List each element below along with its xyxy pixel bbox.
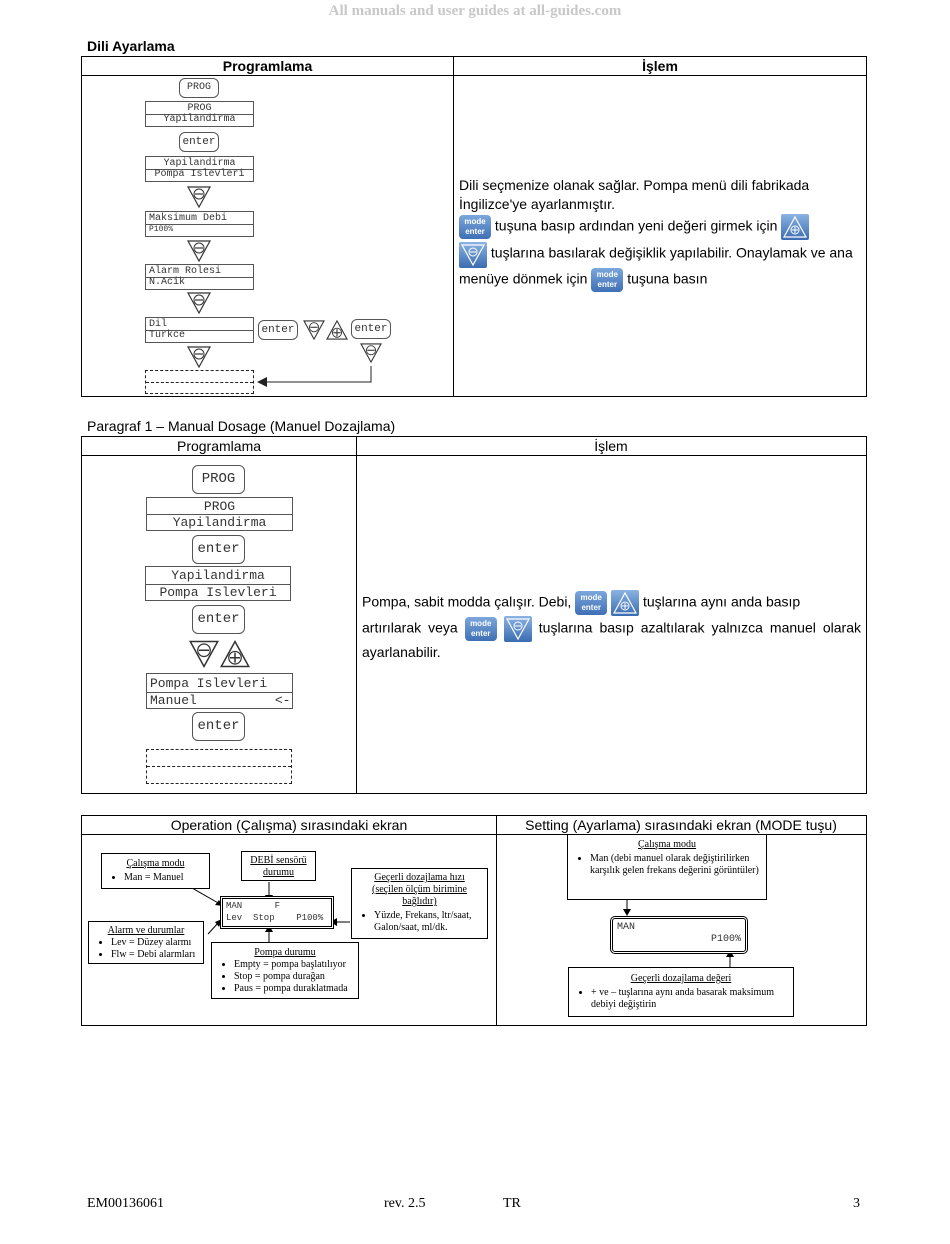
section2-text-a: Pompa, sabit modda çalışır. Debi, <box>362 593 572 610</box>
footer-language: TR <box>503 1196 521 1211</box>
section1-title: Dili Ayarlama <box>87 38 175 54</box>
section2-text-d: tuşlarına basıp azaltılarak yalnızca manuel olarak ayarlanabilir. <box>362 619 861 660</box>
alarm-durumlar-box <box>88 921 204 964</box>
operation-lcd: MAN F Lev Stop P100% <box>220 896 334 929</box>
calisma-modu-title: Çalışma modu <box>126 858 185 869</box>
pompa-item: • Empty = pompa başlatılıyor <box>234 959 358 971</box>
enter-key: enter <box>351 319 391 339</box>
minus-key-icon <box>303 320 325 340</box>
enter-key: enter <box>192 535 245 564</box>
prog-key: PROG <box>192 465 245 494</box>
alarm-item: • Lev = Düzey alarmı <box>111 937 203 949</box>
lcd-prog-yapilandirma: PROG Yapilandirma <box>146 497 293 531</box>
section2-description <box>362 590 861 663</box>
setting-lcd: MAN P100% <box>610 916 748 954</box>
section1-col-programlama: Programlama <box>222 58 313 74</box>
footer-revision: rev. 2.5 <box>384 1196 426 1211</box>
footer-page-number: 3 <box>853 1196 860 1211</box>
gecerli-dozajlama-hizi-item: • Yüzde, Frekans, ltr/saat, Galon/saat, ml/dk. <box>374 910 487 934</box>
section1-col-islem: İşlem <box>642 58 678 74</box>
lcd-dil: Dil Turkce <box>145 317 254 343</box>
section1-text-a: Dili seçmenize olanak sağlar. Pompa menü dili fabrikada İngilizce'ye ayarlanmıştır. <box>459 177 810 212</box>
plus-key-icon <box>326 320 348 340</box>
gecerli-dozajlama-degeri-box <box>568 967 794 1017</box>
mode-enter-key-icon: mode enter <box>591 268 623 292</box>
enter-key: enter <box>258 320 298 340</box>
debi-sensoru-title: DEBİ sensörü durumu <box>250 855 307 878</box>
plus-blue-key-icon <box>611 590 639 616</box>
footer-doc-number: EM00136061 <box>87 1196 164 1211</box>
lcd-pompa-islevleri: Yapilandirma Pompa Islevleri <box>145 566 291 601</box>
plus-blue-key-icon <box>781 214 809 240</box>
minus-key-icon <box>189 640 219 668</box>
mode-enter-key-icon: mode enter <box>459 215 491 239</box>
section1-description <box>459 176 859 292</box>
section2-col-programlama: Programlama <box>176 438 262 454</box>
section1-text-b: tuşuna basıp ardından yeni değeri girmek için <box>494 217 778 234</box>
enter-key: enter <box>192 712 245 741</box>
mode-enter-key-icon: mode enter <box>575 591 607 615</box>
minus-key-icon <box>187 346 211 368</box>
gecerli-dozajlama-degeri-item: • + ve – tuşlarına aynı anda basarak maksimum debiyi değiştirin <box>591 987 787 1011</box>
section2-text-c: artırılarak veya <box>362 619 458 636</box>
alarm-item: • Flw = Debi alarmları <box>111 949 203 961</box>
setting-calisma-modu-title: Çalışma modu <box>637 839 697 850</box>
plus-key-icon <box>220 640 250 668</box>
minus-key-icon <box>187 186 211 208</box>
lcd-pompa-islevleri: Yapilandirma Pompa Islevleri <box>145 156 254 182</box>
mode-enter-key-icon: mode enter <box>465 617 497 641</box>
return-arrow-icon <box>255 364 377 390</box>
section1-text-c: tuşlarına basılarak değişiklik yapılabilir. Onaylamak ve ana menüye dönmek için <box>459 244 853 287</box>
section2-title: Paragraf 1 – Manual Dosage (Manuel Dozajlama) <box>87 418 396 434</box>
pompa-durumu-box <box>211 942 359 999</box>
minus-key-icon <box>187 292 211 314</box>
calisma-modu-item: • Man = Manuel <box>124 872 209 884</box>
section1-text-d: tuşuna basın <box>627 270 708 287</box>
prog-key: PROG <box>179 78 219 98</box>
section3-col-operation: Operation (Çalışma) sırasındaki ekran <box>170 817 408 833</box>
alarm-durumlar-title: Alarm ve durumlar <box>107 925 185 936</box>
lcd-maksimum-debi: Maksimum Debi P100% <box>145 211 254 237</box>
enter-key: enter <box>192 605 245 634</box>
lcd-alarm-rolesi: Alarm Rolesi N.Acik <box>145 264 254 290</box>
section2-col-islem: İşlem <box>594 438 628 454</box>
setting-calisma-modu-item: • Man (debi manuel olarak değiştirilirken karşılık gelen frekans değerini görüntüler) <box>590 853 762 877</box>
gecerli-dozajlama-hizi-box <box>351 868 488 939</box>
section3-col-setting: Setting (Ayarlama) sırasındaki ekran (MODE tuşu) <box>525 817 837 833</box>
pompa-durumu-title: Pompa durumu <box>254 947 316 958</box>
minus-blue-key-icon <box>504 616 532 642</box>
gecerli-dozajlama-hizi-title: Geçerli dozajlama hızı (seçilen ölçüm birimine bağlıdır) <box>372 872 467 907</box>
section2-text-b: tuşlarına aynı anda basıp <box>643 593 801 610</box>
pompa-item: • Stop = pompa durağan <box>234 971 358 983</box>
minus-key-icon <box>360 343 382 363</box>
minus-key-icon <box>187 240 211 262</box>
enter-key: enter <box>179 132 219 152</box>
lcd-prog-yapilandirma: PROG Yapilandirma <box>145 101 254 127</box>
pompa-item: • Paus = pompa duraklatmada <box>234 983 358 995</box>
gecerli-dozajlama-degeri-title: Geçerli dozajlama değeri <box>630 973 732 984</box>
calisma-modu-box <box>101 853 210 889</box>
minus-blue-key-icon <box>459 242 487 268</box>
lcd-pompa-islevleri-manuel: Pompa Islevleri Manuel <- <box>146 673 293 709</box>
setting-calisma-modu-box <box>567 834 767 900</box>
debi-sensoru-box <box>241 851 316 881</box>
watermark: All manuals and user guides at all-guides.com <box>328 3 622 19</box>
